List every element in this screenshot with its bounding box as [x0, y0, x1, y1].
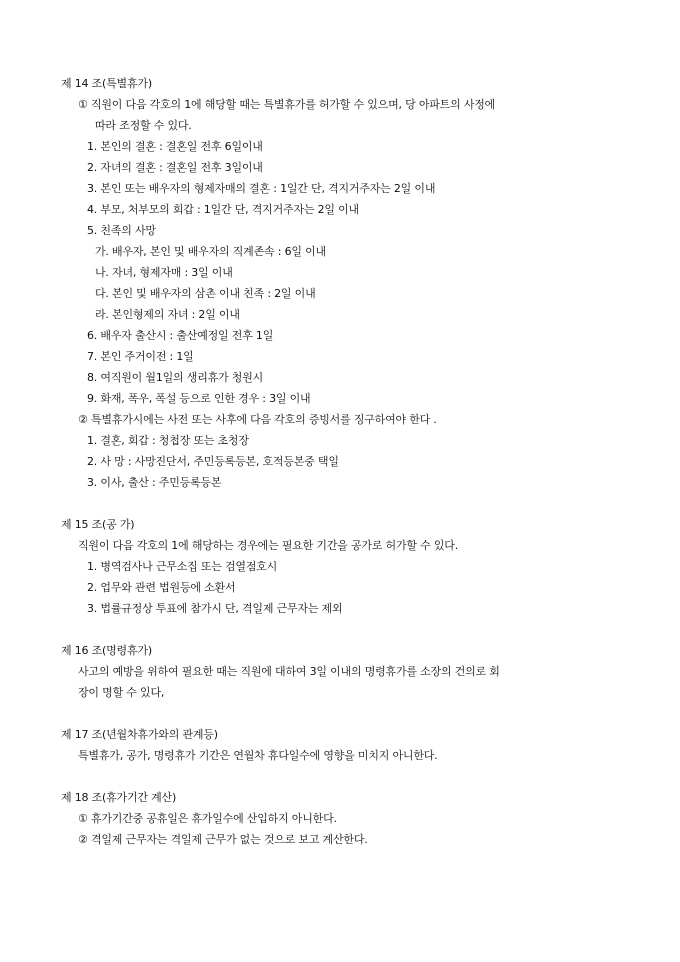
article-14-subitem-ra: 라. 본인형제의 자녀 : 2일 이내 [95, 308, 240, 321]
article-15-item-2: 2. 업무와 관련 법원등에 소환서 [87, 581, 236, 594]
article-14-item-3: 3. 본인 또는 배우자의 형제자매의 결혼 : 1일간 단, 격지거주자는 2일 이내 [87, 182, 436, 195]
article-14-para-1-cont: 따라 조정할 수 있다. [95, 119, 192, 132]
article-14-proof-3: 3. 이사, 출산 : 주민등록등본 [87, 476, 222, 489]
article-18-item-2: ② 격일제 근무자는 격일제 근무가 없는 것으로 보고 계산한다. [78, 833, 368, 846]
article-14-item-5: 5. 친족의 사망 [87, 224, 156, 237]
article-17-title: 제 17 조(년월차휴가와의 관계등) [61, 728, 218, 741]
article-15-item-3: 3. 법률규정상 투표에 참가시 단, 격일제 근무자는 제외 [87, 602, 343, 615]
article-14-para-1: ① 직원이 다음 각호의 1에 해당할 때는 특별휴가를 허가할 수 있으며, 당 아파트의 사정에 [78, 98, 496, 111]
article-18-item-1: ① 휴가기간중 공휴일은 휴가일수에 산입하지 아니한다. [78, 812, 337, 825]
section-gap [0, 766, 680, 787]
article-15-title: 제 15 조(공 가) [61, 518, 135, 531]
article-14-subitem-da: 다. 본인 및 배우자의 삼촌 이내 친족 : 2일 이내 [95, 287, 316, 300]
article-18-title: 제 18 조(휴가기간 계산) [61, 791, 177, 804]
article-14-item-4: 4. 부모, 처부모의 회갑 : 1일간 단, 격지거주자는 2일 이내 [87, 203, 359, 216]
article-17-body: 특별휴가, 공가, 명령휴가 기간은 연월차 휴다일수에 영향을 미치지 아니한다. [78, 749, 438, 762]
article-14-subitem-ga: 가. 배우자, 본인 및 배우자의 직계존속 : 6일 이내 [95, 245, 326, 258]
article-14-proof-2: 2. 사 망 : 사망진단서, 주민등록등본, 호적등본중 택일 [87, 455, 339, 468]
article-15-item-1: 1. 병역검사나 근무소집 또는 검열점호시 [87, 560, 278, 573]
article-14-item-6: 6. 배우자 출산시 : 출산예정일 전후 1일 [87, 329, 274, 342]
article-14-title: 제 14 조(특별휴가) [61, 77, 152, 90]
section-gap [0, 493, 680, 514]
article-14-item-1: 1. 본인의 결혼 : 결혼일 전후 6일이내 [87, 140, 263, 153]
section-gap [0, 619, 680, 640]
article-16-body: 사고의 예방을 위하여 필요한 때는 직원에 대하여 3일 이내의 명령휴가를 소장의 건의로 회 [78, 665, 500, 678]
article-14-proof-1: 1. 결혼, 회갑 : 청첩장 또는 초청장 [87, 434, 249, 447]
article-14-item-7: 7. 본인 주거이전 : 1일 [87, 350, 194, 363]
section-gap [0, 703, 680, 724]
article-14-para-2: ② 특별휴가시에는 사전 또는 사후에 다음 각호의 증빙서를 징구하여야 한다 . [78, 413, 437, 426]
article-14-item-8: 8. 여직원이 월1일의 생리휴가 청원시 [87, 371, 264, 384]
article-14-item-2: 2. 자녀의 결혼 : 결혼일 전후 3일이내 [87, 161, 263, 174]
article-14-item-9: 9. 화재, 폭우, 폭설 등으로 인한 경우 : 3일 이내 [87, 392, 311, 405]
article-15-intro: 직원이 다음 각호의 1에 해당하는 경우에는 필요한 기간을 공가로 허가할 수 있다. [78, 539, 458, 552]
article-16-title: 제 16 조(명령휴가) [61, 644, 152, 657]
article-16-body-cont: 장이 명할 수 있다, [78, 686, 165, 699]
article-14-subitem-na: 나. 자녀, 형제자매 : 3일 이내 [95, 266, 233, 279]
